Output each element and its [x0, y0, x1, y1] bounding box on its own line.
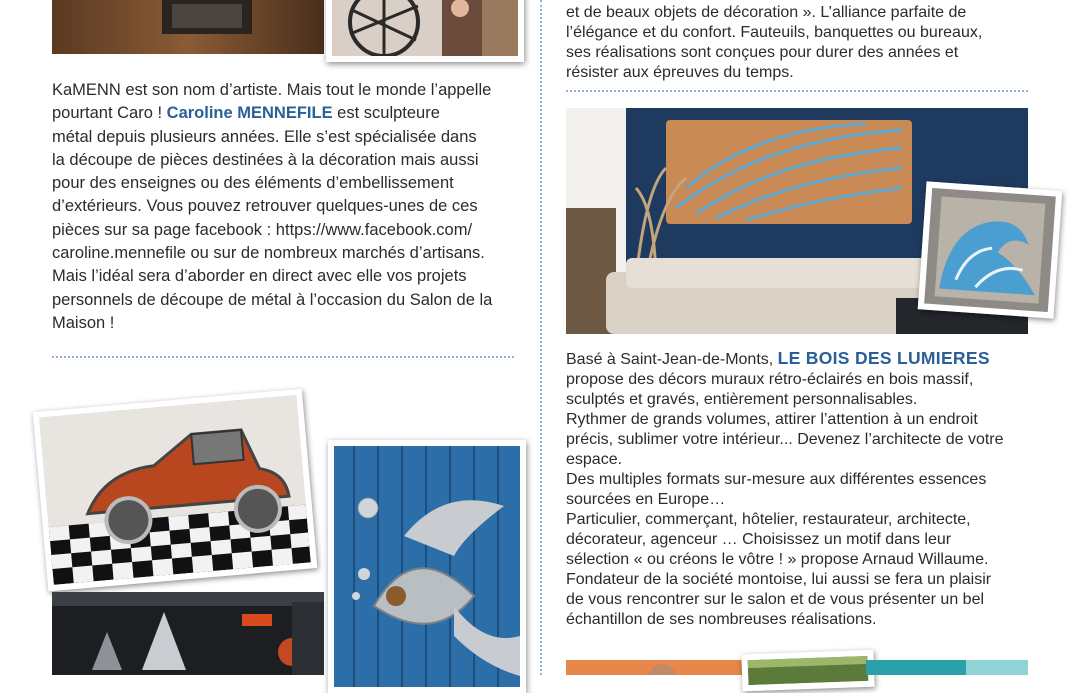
- paragraph-line: [52, 102, 522, 125]
- paragraph-line: métal depuis plusieurs années. Elle s’est spécialisée dans: [52, 127, 477, 146]
- brand-name: LE BOIS DES LUMIERES: [777, 348, 990, 368]
- photo-metal-sculpture-table: [52, 0, 324, 54]
- paragraph-line: sélection « ou créons le vôtre ! » propose Arnaud Willaume.: [566, 551, 989, 568]
- paragraph-line: décorateur, agenceur … Choisissez un motif dans leur: [566, 531, 952, 548]
- paragraph-line: [566, 348, 1036, 370]
- paragraph-line: et de beaux objets de décoration ». L’alliance parfaite de: [566, 4, 967, 21]
- text-span: pourtant Caro !: [52, 104, 167, 123]
- text-span: est sculpteure: [332, 104, 440, 123]
- bois-des-lumieres-article: [566, 348, 1036, 630]
- caroline-mennefile-article: [52, 79, 522, 335]
- paragraph-line: sourcées en Europe…: [566, 491, 726, 508]
- paragraph-line: la découpe de pièces destinées à la décoration mais aussi: [52, 150, 479, 169]
- furniture-article-continued: [566, 3, 1036, 83]
- text-span: Basé à Saint-Jean-de-Monts,: [566, 351, 778, 368]
- photo-portrait-orange: [566, 660, 742, 675]
- paragraph-line: Rythmer de grands volumes, attirer l’attention à un endroit: [566, 411, 978, 428]
- paragraph-line: d’extérieurs. Vous pouvez retrouver quelques-unes de ces: [52, 197, 478, 216]
- paragraph-line: ses réalisations sont conçues pour durer des années et: [566, 44, 959, 61]
- section-divider: [566, 90, 1028, 92]
- paragraph-line: caroline.mennefile ou sur de nombreux marchés d’artisans.: [52, 244, 485, 263]
- photo-outdoor-green: [741, 650, 874, 692]
- paragraph-line: Fondateur de la société montoise, lui aussi se fera un plaisir: [566, 571, 992, 588]
- paragraph-line: résister aux épreuves du temps.: [566, 64, 794, 81]
- paragraph-line: Particulier, commerçant, hôtelier, restaurateur, architecte,: [566, 511, 971, 528]
- paragraph-line: précis, sublimer votre intérieur... Devenez l’architecte de votre: [566, 431, 1004, 448]
- artist-name: Caroline MENNEFILE: [166, 104, 333, 123]
- paragraph-line: échantillon de ses nombreuses réalisations.: [566, 611, 877, 628]
- paragraph-line: Des multiples formats sur-mesure aux différentes essences: [566, 471, 987, 488]
- photo-metal-fish-sculpture: [328, 440, 526, 693]
- photo-metal-car-sculpture: [33, 389, 318, 592]
- photo-teal-decor: [866, 660, 1028, 675]
- paragraph-line: sculptés et gravés, entièrement personnalisables.: [566, 391, 918, 408]
- photo-metal-artworks-display: [52, 592, 324, 675]
- paragraph-line: espace.: [566, 451, 623, 468]
- paragraph-line: personnels de découpe de métal à l’occasion du Salon de la: [52, 290, 493, 309]
- paragraph-line: Mais l’idéal sera d’aborder en direct avec elle vos projets: [52, 267, 467, 286]
- photo-artist-with-sculpture: [326, 0, 524, 62]
- facebook-link-line: pièces sur sa page facebook : https://www.facebook.com/: [52, 220, 473, 239]
- column-divider: [540, 0, 542, 675]
- paragraph-line: pour des enseignes ou des éléments d’embellissement: [52, 174, 454, 193]
- paragraph-line: de vous rencontrer sur le salon et de vous présenter un bel: [566, 591, 985, 608]
- photo-wave-backlit-panel: [918, 181, 1063, 318]
- paragraph-line: KaMENN est son nom d’artiste. Mais tout le monde l’appelle: [52, 81, 492, 99]
- section-divider: [52, 356, 514, 358]
- paragraph-line: l’élégance et du confort. Fauteuils, banquettes ou bureaux,: [566, 24, 983, 41]
- paragraph-line: propose des décors muraux rétro-éclairés en bois massif,: [566, 371, 974, 388]
- paragraph-line: Maison !: [52, 313, 115, 332]
